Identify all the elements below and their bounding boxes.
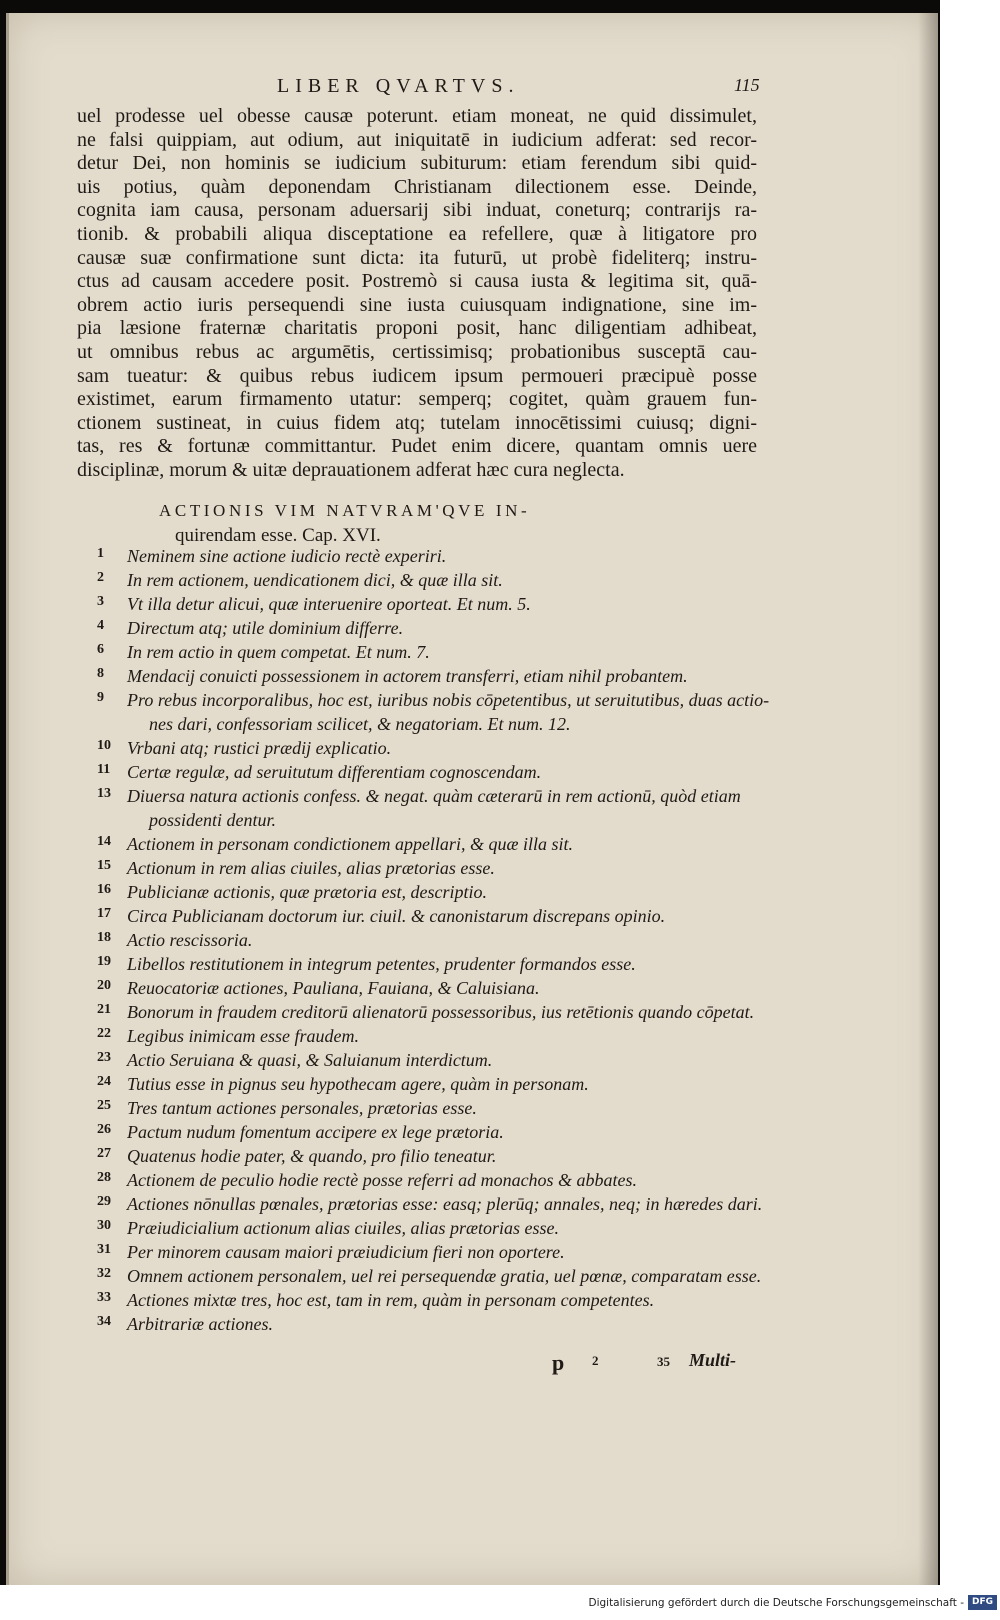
summary-item-number: 34 [97,1314,111,1329]
summary-item-number: 18 [97,930,111,945]
summary-item-text-continued: possidenti dentur. [149,810,277,830]
page-number: 115 [734,75,760,95]
summary-item-number: 33 [97,1290,111,1305]
body-line: uis potius, quàm deponendam Christianam dilectionem esse. Deinde, [77,175,757,198]
signature-number: 2 [592,1353,599,1368]
body-line: pia læsione fraternæ charitatis proponi posit, hanc diligentiam adhibeat, [77,317,757,340]
summary-item-text: Actionum in rem alias ciuiles, alias prætorias esse. [127,858,495,878]
body-line: ctus ad causam accedere posit. Postremò si causa iusta & legitima sit, quā- [77,270,757,293]
summary-item-number: 28 [97,1170,111,1185]
summary-item-text: Reuocatoriæ actiones, Pauliana, Fauiana, & Caluisiana. [127,978,540,998]
body-line: cognita iam causa, personam aduersarij sibi induat, coneturq; contrarijs ra- [77,199,757,222]
summary-item-number: 2 [97,570,104,585]
summary-item-text: Arbitrariæ actiones. [127,1314,274,1334]
summary-item-text: Neminem sine actione iudicio rectè experiri. [127,546,447,566]
summary-item-number: 17 [97,906,111,921]
summary-item-number: 20 [97,978,111,993]
summary-item-text: Vt illa detur alicui, quæ interuenire oporteat. Et num. 5. [127,594,531,614]
summary-item-text: Publicianæ actionis, quæ prætoria est, descriptio. [127,882,487,902]
summary-item-text: Præiudicialium actionum alias ciuiles, alias prætorias esse. [127,1218,559,1238]
summary-item-text: Tres tantum actiones personales, prætorias esse. [127,1098,477,1118]
summary-item-number: 15 [97,858,111,873]
catchword-number: 35 [657,1354,670,1369]
summary-item-text: Certæ regulæ, ad seruitutum differentiam cognoscendam. [127,762,542,782]
body-line: uel prodesse uel obesse causæ poterunt. etiam moneat, ne quid dissimulet, [77,105,757,127]
signature-mark: p [552,1350,565,1375]
summary-item-number: 29 [97,1194,111,1209]
summary-item-number: 13 [97,786,111,801]
summary-item-number: 9 [97,690,104,705]
summary-item-number: 32 [97,1266,111,1281]
summary-item-number: 14 [97,834,111,849]
running-header [9,75,938,105]
summary-item-number: 31 [97,1242,111,1257]
summary-item-number: 3 [97,594,104,609]
summary-item-text: Per minorem causam maiori præiudicium fieri non oportere. [127,1242,565,1262]
summary-item-number: 11 [97,762,111,777]
summary-item-text: Actiones nōnullas pœnales, prætorias esse: easq; plerūq; annales, neq; in hæredes dari. [127,1194,763,1214]
digitization-credit [0,1594,1000,1616]
body-line: ne falsi quippiam, aut odium, aut iniquitatē in iudicium adferat: sed recor- [77,128,757,151]
body-line: ut omnibus rebus ac argumētis, certissimisq; probationibus susceptā cau- [77,340,757,363]
summary-item-text: Legibus inimicam esse fraudem. [127,1026,359,1046]
summary-item-number: 10 [97,738,111,753]
body-line: existimet, earum firmamento utatur: semperq; cogitet, quàm grauem fun- [77,388,757,411]
catchword: Multi- [689,1350,737,1370]
summary-item-number: 26 [97,1122,111,1137]
running-title: LIBER QVARTVS. [277,75,520,97]
summary-item-text: In rem actionem, uendicationem dici, & quæ illa sit. [127,570,503,590]
summary-item-number: 8 [97,666,104,681]
summary-item-text: Pactum nudum fomentum accipere ex lege prætoria. [127,1122,504,1142]
summary-item-text: Actionem de peculio hodie rectè posse referri ad monachos & abbates. [127,1170,638,1190]
summary-item-text: Actio Seruiana & quasi, & Saluianum interdictum. [127,1050,493,1070]
summary-item-number: 24 [97,1074,111,1089]
summary-item-number: 1 [97,546,104,561]
summary-item-text: Tutius esse in pignus seu hypothecam agere, quàm in personam. [127,1074,589,1094]
body-line: detur Dei, non hominis se iudicium subiturum: etiam ferendum sibi quid- [77,152,757,175]
body-line: ctionem sustineat, in cuius fidem atq; tutelam innocētissimi cuiusq; digni- [77,411,757,434]
summary-item-number: 21 [97,1002,111,1017]
body-line: sam tueatur: & quibus rebus iudicem ipsum permoueri præcipuè posse [77,364,757,387]
summary-item-number: 4 [97,618,104,633]
book-page [6,13,938,1585]
body-text [77,105,757,483]
summary-item-text: In rem actio in quem competat. Et num. 7. [127,642,430,662]
summary-item-text: Omnem actionem personalem, uel rei persequendæ gratia, uel pœnæ, comparatam esse. [127,1266,762,1286]
body-line: causæ suæ confirmatione sunt dicta: ita futurū, ut probè fideliterq; instru- [77,246,757,269]
summary-item-number: 23 [97,1050,111,1065]
summary-item-text: Mendacij conuicti possessionem in actorem transferri, etiam nihil probantem. [127,666,688,686]
summary-item-text: Circa Publicianam doctorum iur. ciuil. & canonistarum discrepans opinio. [127,906,666,926]
chapter-title: ACTIONIS VIM NATVRAM'QVE IN- [159,501,531,520]
summary-item-number: 19 [97,954,111,969]
summary-item-number: 25 [97,1098,111,1113]
summary-item-text: Libellos restitutionem in integrum petentes, prudenter formandos esse. [127,954,636,974]
summary-item-text: Directum atq; utile dominium differre. [127,618,404,638]
summary-item-text: Quatenus hodie pater, & quando, pro filio teneatur. [127,1146,497,1166]
body-line: disciplinæ, morum & uitæ deprauationem adferat hæc cura neglecta. [77,458,625,481]
summary-item-text: Actionem in personam condictionem appellari, & quæ illa sit. [127,834,573,854]
summary-item-number: 22 [97,1026,111,1041]
credit-text: Digitalisierung gefördert durch die Deutsche Forschungsgemeinschaft - [588,1597,964,1609]
summary-item-text: Actio rescissoria. [127,930,253,950]
summary-item-number: 27 [97,1146,111,1161]
body-line: tionib. & probabili aliqua disceptatione ea refellere, quæ à litigatore pro [77,222,757,245]
body-line: tas, res & fortunæ committantur. Pudet enim dicere, quantam omnis uere [77,435,757,458]
summary-item-text: Actiones mixtæ tres, hoc est, tam in rem, quàm in personam competentes. [127,1290,655,1310]
body-line: obrem actio iuris persequendi sine iusta cuiusquam indignatione, sine im- [77,293,757,316]
summary-item-text: Bonorum in fraudem creditorū alienatorū possessoribus, ius retētionis quando cōpetat. [127,1002,755,1022]
page-edge-shadow [918,13,938,1585]
summary-item-number: 16 [97,882,111,897]
summary-item-text: Vrbani atq; rustici prædij explicatio. [127,738,392,758]
summary-item-number: 6 [97,642,104,657]
summary-item-text: Pro rebus incorporalibus, hoc est, iuribus nobis cōpetentibus, ut seruitutibus, duas actio- [127,690,770,710]
dfg-logo: DFG [968,1595,997,1610]
summary-item-text-continued: nes dari, confessoriam scilicet, & negatoriam. Et num. 12. [149,714,571,734]
chapter-title-continued: quirendam esse. Cap. XVI. [175,525,381,546]
summary-item-number: 30 [97,1218,111,1233]
summary-item-text: Diuersa natura actionis confess. & negat. quàm cæterarū in rem actionū, quòd etiam [127,786,741,806]
